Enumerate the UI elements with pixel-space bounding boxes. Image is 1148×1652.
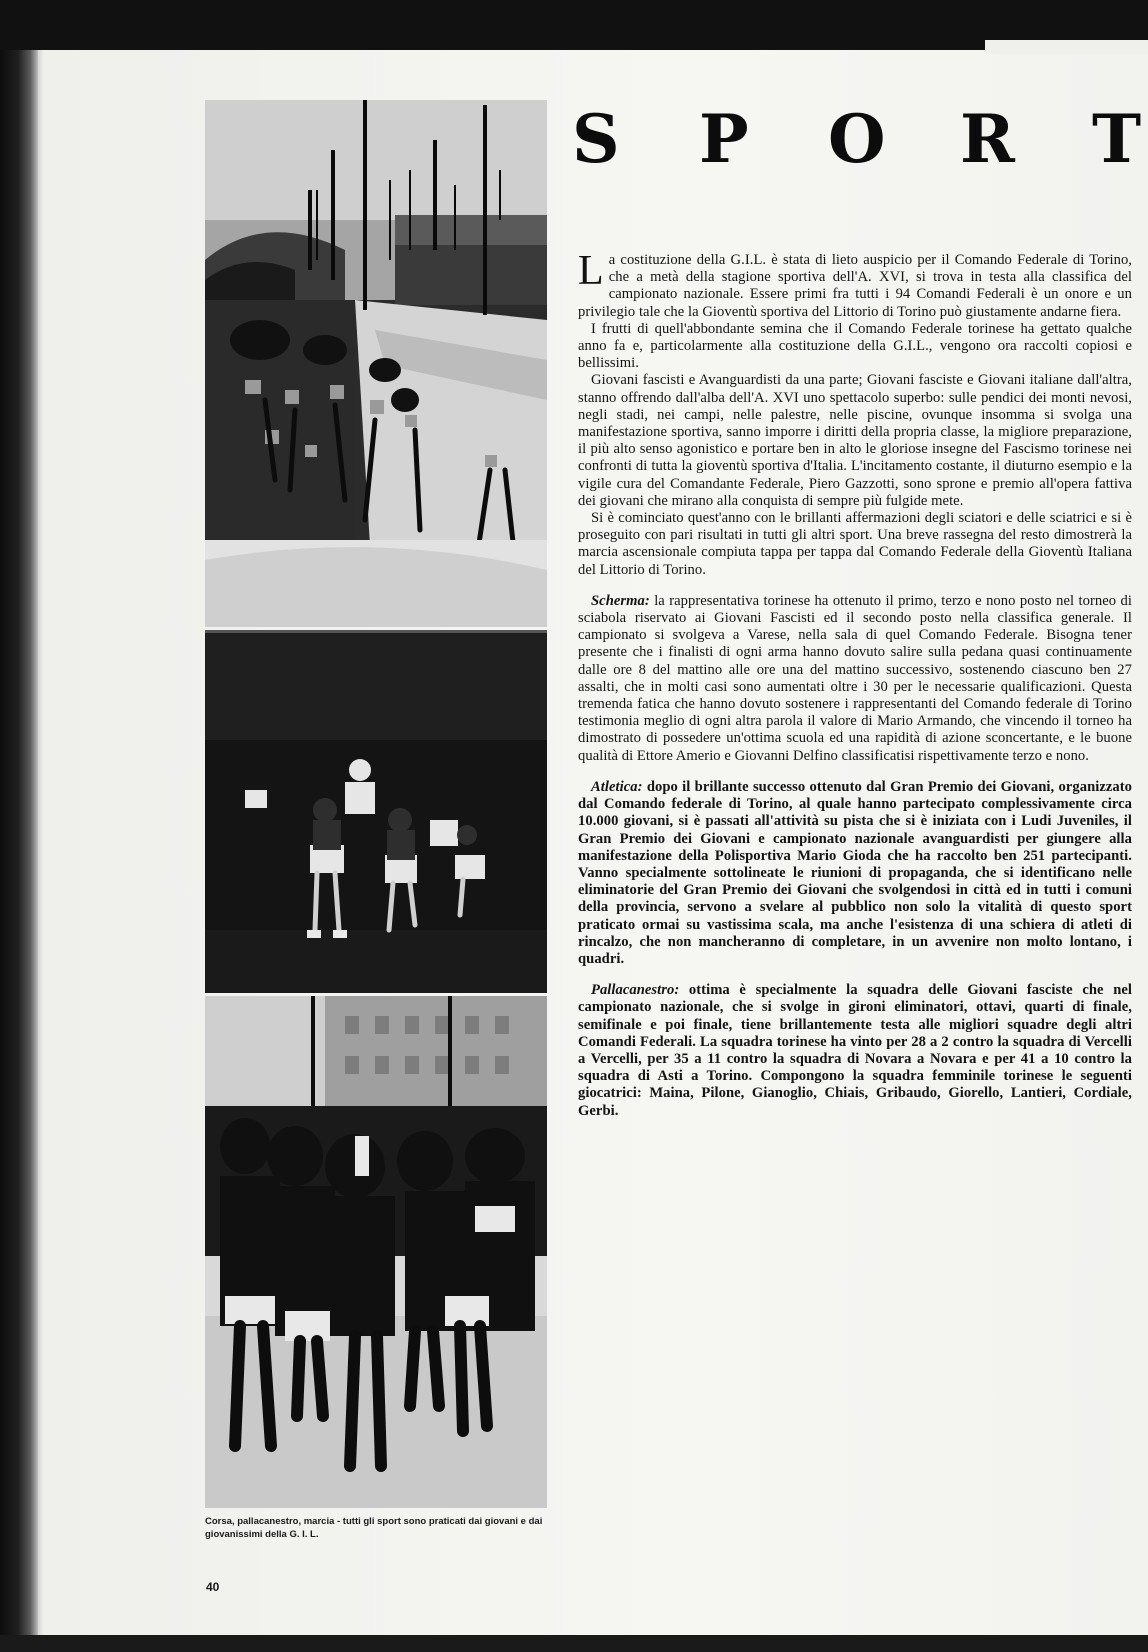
photo-caption: Corsa, pallacanestro, marcia - tutti gli sport sono praticati dai giovani e dai giovanissimi della G. I. L. bbox=[205, 1516, 543, 1540]
scherma-label: Scherma: bbox=[591, 592, 650, 609]
photo-basketball bbox=[205, 630, 547, 993]
title-letter: T bbox=[1092, 100, 1142, 178]
intro-paragraph: La costituzione della G.I.L. è stata di lieto auspicio per il Comando Federale di Torino, che a metà della stagione sportiva dell'A. XVI, si trova in testa alla classifica del campionato nazionale. Essere primi fra tutti i 94 Comandi Federali è un onore e un privilegio tale che la Gioventù sportiva del Littorio di Torino può giustamente andarne fiera. bbox=[578, 248, 1132, 320]
title-letter: P bbox=[699, 100, 749, 178]
pallacanestro-label: Pallacanestro: bbox=[591, 982, 680, 999]
atletica-label: Atletica: bbox=[591, 778, 643, 795]
page-number: 40 bbox=[206, 1580, 220, 1594]
section-title bbox=[572, 100, 1142, 178]
title-letter: S bbox=[572, 100, 620, 178]
bottom-edge bbox=[0, 1635, 1148, 1652]
binding-shadow bbox=[0, 50, 38, 1652]
atletica-paragraph: Atletica: dopo il brillante successo ottenuto dal Gran Premio dei Giovani, organizzato dal Comando federale di Torino, al quale hanno partecipato complessivamente circa 10.000 giovani, si è passati all'attività su pista che si è iniziata con i Ludi Juveniles, il Gran Premio dei Giovani e campionato nazionale avanguardisti per giungere alla manifestazione della Polisportiva Mario Gioda che ha raccolto ben 251 partecipanti. Vanno specialmente sottolineate le riunioni di propaganda, che si identificano nelle eliminatorie del Gran Premio dei Giovani che svolgendosi in città ed in tutti i comuni della provincia, servono a svelare al pubblico non solo la vitalità di questo sport praticato ormai su vastissima scala, ma anche l'esistenza di una schiera di atleti di rincalzo, che non mancheranno di completare, in un avvenire non molto lontano, i quadri. bbox=[578, 778, 1132, 967]
intro-paragraph-2: I frutti di quell'abbondante semina che il Comando Federale torinese ha gettato qualche anno fa e, particolarmente alla costituzione della G.I.L., vengono ora raccolti copiosi e bellissimi. bbox=[578, 320, 1132, 372]
scherma-paragraph: Scherma: la rappresentativa torinese ha ottenuto il primo, terzo e nono posto nel torneo di sciabola riservato ai Giovani Fascisti ed il secondo posto nella classifica generale. Il campionato si svolgeva a Varese, nella sala di quel Comando Federale. Bisogna tener presente che i finalisti di ogni arma hanno dovuto salire sulla pedana quasi continuamente dalle ore 8 del mattino alle ore una del mattino successivo, sostenendo ciascuno ben 27 assalti, che in molti casi sono aumentati oltre i 30 per le necessarie qualificazioni. Questa tremenda fatica che hanno dovuto sostenere i rappresentanti del Comando federale di Torino testimonia meglio di ogni altra parola il valore di Mario Armando, che vincendo il torneo ha dimostrato di possedere un'ottima scuola ed una rapidità di azione sconcertante, e le buone qualità di Ettore Amerio e Giovanni Delfino classificatisi rispettivamente terzo e nono. bbox=[578, 592, 1132, 764]
intro-paragraph-3: Giovani fascisti e Avanguardisti da una parte; Giovani fasciste e Giovani italiane dall'altra, stanno offrendo dall'alba dell'A. XVI uno spettacolo superbo: sulle pendici dei monti nevosi, negli stadi, nei campi, nelle palestre, nelle piscine, ovunque insomma si svolga una manifestazione sportiva, sanno imporre i diritti della propria classe, la migliore preparazione, il più alto senso agonistico e portare ben in alto le gloriose insegne del Fascismo torinese nei confronti di tutta la gioventù sportiva d'Italia. L'incitamento costante, il diuturno esempio e la vigile cura del Comandante Federale, Piero Gazzotti, sono sprone e premio all'opera fattiva dei giovani che mirano alla conquista di sempre più fulgide mete. bbox=[578, 372, 1132, 509]
pallacanestro-paragraph: Pallacanestro: ottima è specialmente la squadra delle Giovani fasciste che nel campionato nazionale, che si svolge in gironi eliminatori, ottavi, quarti di finale, semifinale e poi finale, tiene brillantemente testa alle migliori squadre degli altri Comandi Federali. La squadra torinese ha vinto per 28 a 2 contro la squadra di Vercelli a Vercelli, per 35 a 11 contro la squadra di Novara a Novara e per 41 a 10 contro la squadra di Asti a Torino. Compongono la squadra femminile torinese le seguenti giocatrici: Maina, Pilone, Gianoglio, Chiais, Gribaudo, Giorello, Lantieri, Cordiale, Gerbi. bbox=[578, 982, 1132, 1119]
drop-cap: L bbox=[578, 248, 604, 294]
photo-race-track bbox=[205, 100, 547, 627]
photo-marching bbox=[205, 996, 547, 1508]
intro-paragraph-4: Si è cominciato quest'anno con le brillanti affermazioni degli sciatori e delle sciatrici e si è proseguito con pari risultati in tutti gli altri sport. Una breve rassegna del resto dimostrerà la marcia ascensionale compiuta tappa per tappa dal Comando Federale della Gioventù Italiana del Littorio di Torino. bbox=[578, 510, 1132, 578]
title-letter: O bbox=[828, 100, 886, 178]
title-letter: R bbox=[960, 100, 1015, 178]
top-black-border bbox=[0, 0, 1148, 50]
page-corner bbox=[985, 40, 1148, 54]
article-body bbox=[578, 248, 1132, 1120]
